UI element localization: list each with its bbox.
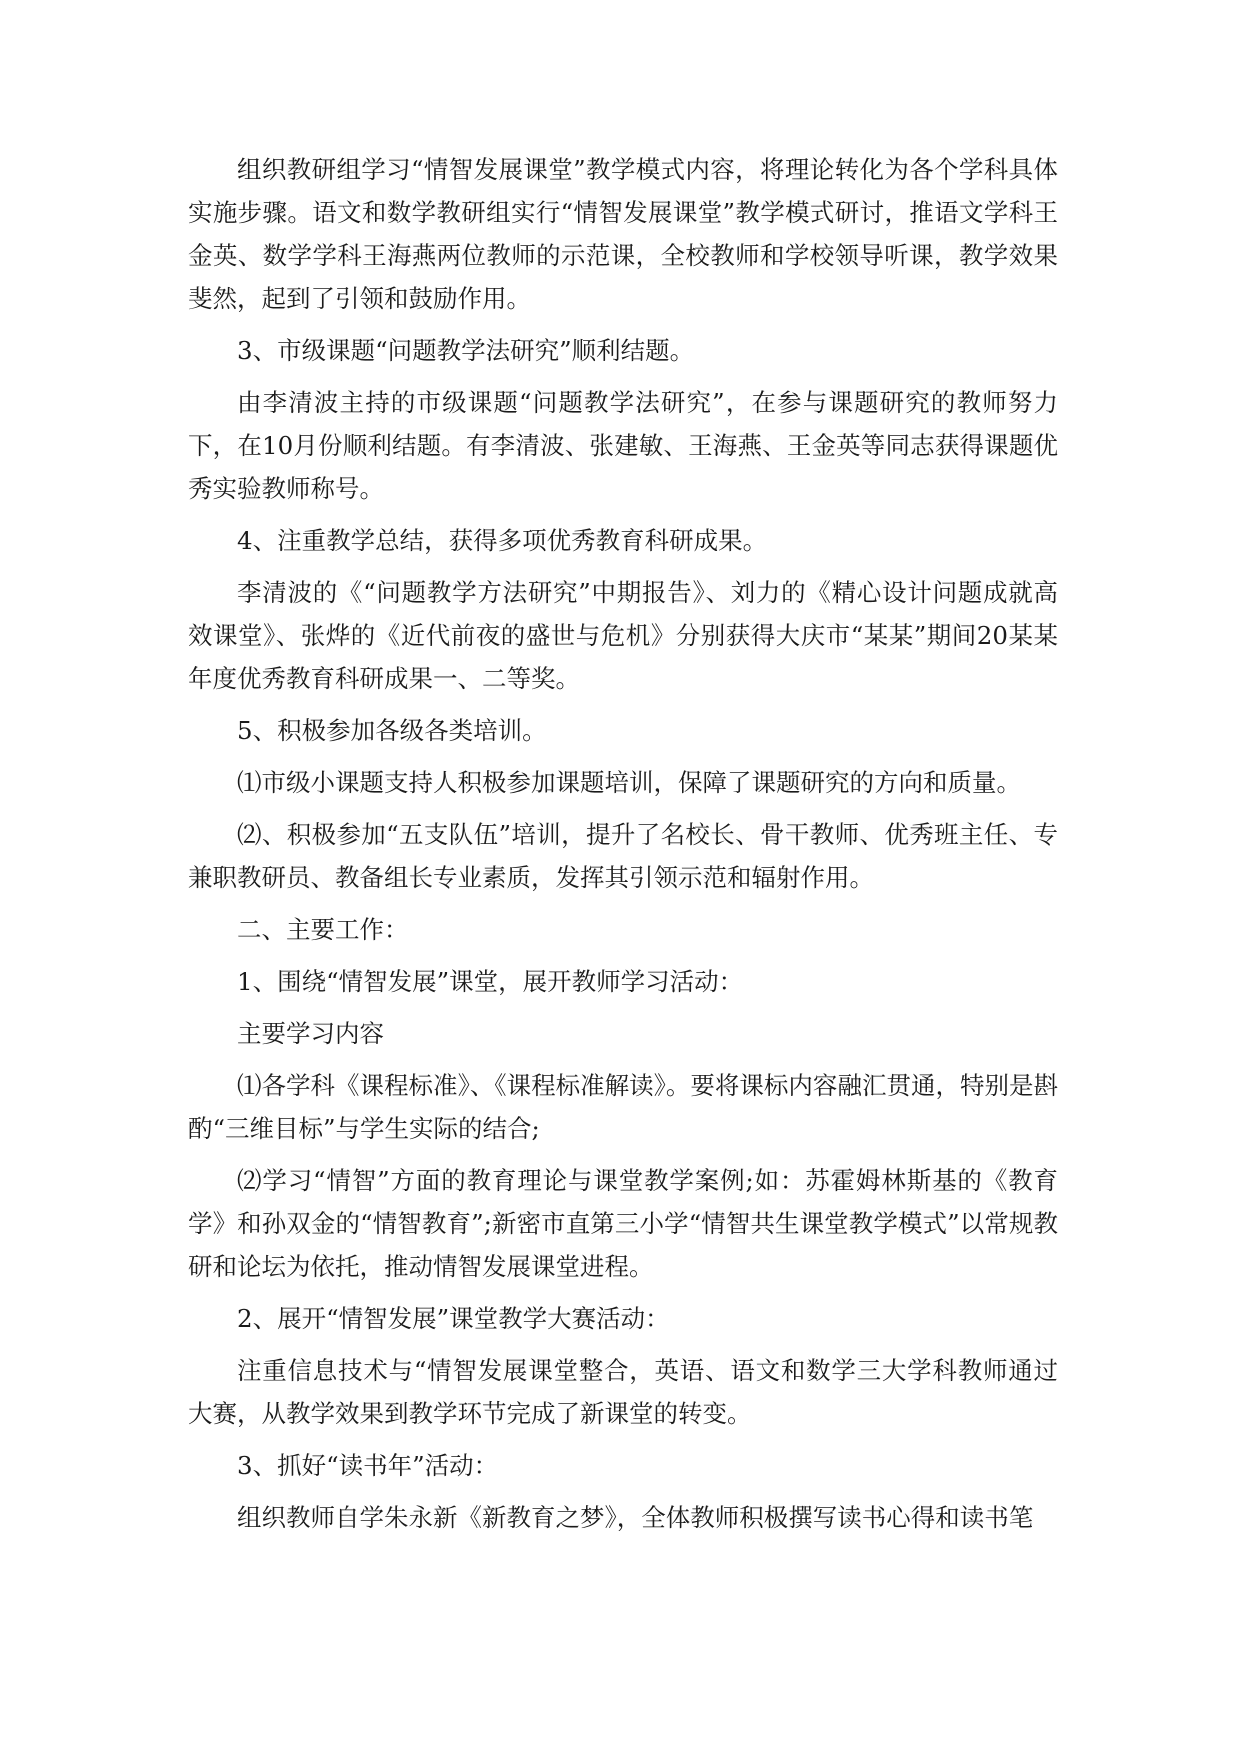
paragraph-learning-2: ⑵学习“情智”方面的教育理论与课堂教学案例;如：苏霍姆林斯基的《教育学》和孙双金的“情智教育”;新密市直第三小学“情智共生课堂教学模式”以常规教研和论坛为依托，推动情智发展课堂进程。 (188, 1166, 1058, 1281)
paragraph-training-2: ⑵、积极参加“五支队伍”培训，提升了名校长、骨干教师、优秀班主任、专兼职教研员、教备组长专业素质，发挥其引领示范和辐射作用。 (188, 820, 1058, 892)
heading-main-work: 二、主要工作： (237, 915, 409, 944)
heading-reading-year: 3、抓好“读书年”活动： (237, 1451, 499, 1480)
heading-teaching-contest: 2、展开“情智发展”课堂教学大赛活动： (237, 1304, 670, 1333)
paragraph-city-project: 由李清波主持的市级课题“问题教学法研究”，在参与课题研究的教师努力下，在10月份顺利结题。有李清波、张建敏、王海燕、王金英等同志获得课题优秀实验教师称号。 (188, 388, 1058, 503)
heading-teaching-summary: 4、注重教学总结，获得多项优秀教育科研成果。 (237, 526, 768, 555)
document-body (188, 148, 1058, 1548)
paragraph-teaching-contest: 注重信息技术与“情智发展课堂整合，英语、语文和数学三大学科教师通过大赛，从教学效果到教学环节完成了新课堂的转变。 (188, 1356, 1058, 1428)
paragraph-intro: 组织教研组学习“情智发展课堂”教学模式内容，将理论转化为各个学科具体实施步骤。语文和数学教研组实行“情智发展课堂”教学模式研讨，推语文学科王金英、数学学科王海燕两位教师的示范课，全校教师和学校领导听课，教学效果斐然，起到了引领和鼓励作用。 (188, 155, 1058, 313)
heading-training: 5、积极参加各级各类培训。 (237, 716, 547, 745)
paragraph-learning-1: ⑴各学科《课程标准》、《课程标准解读》。要将课标内容融汇贯通，特别是斟酌“三维目标”与学生实际的结合; (188, 1071, 1058, 1143)
heading-city-project: 3、市级课题“问题教学法研究”顺利结题。 (237, 336, 695, 365)
subheading-learning-content: 主要学习内容 (237, 1019, 384, 1048)
paragraph-reading-year: 组织教师自学朱永新《新教育之梦》，全体教师积极撰写读书心得和读书笔 (237, 1503, 1034, 1532)
paragraph-training-1: ⑴市级小课题支持人积极参加课题培训，保障了课题研究的方向和质量。 (237, 768, 1021, 797)
paragraph-research-awards: 李清波的《“问题教学方法研究”中期报告》、刘力的《精心设计问题成就高效课堂》、张烨的《近代前夜的盛世与危机》分别获得大庆市“某某”期间20某某年度优秀教育科研成果一、二等奖。 (188, 578, 1058, 693)
heading-learning-activities: 1、围绕“情智发展”课堂，展开教师学习活动： (237, 967, 744, 996)
